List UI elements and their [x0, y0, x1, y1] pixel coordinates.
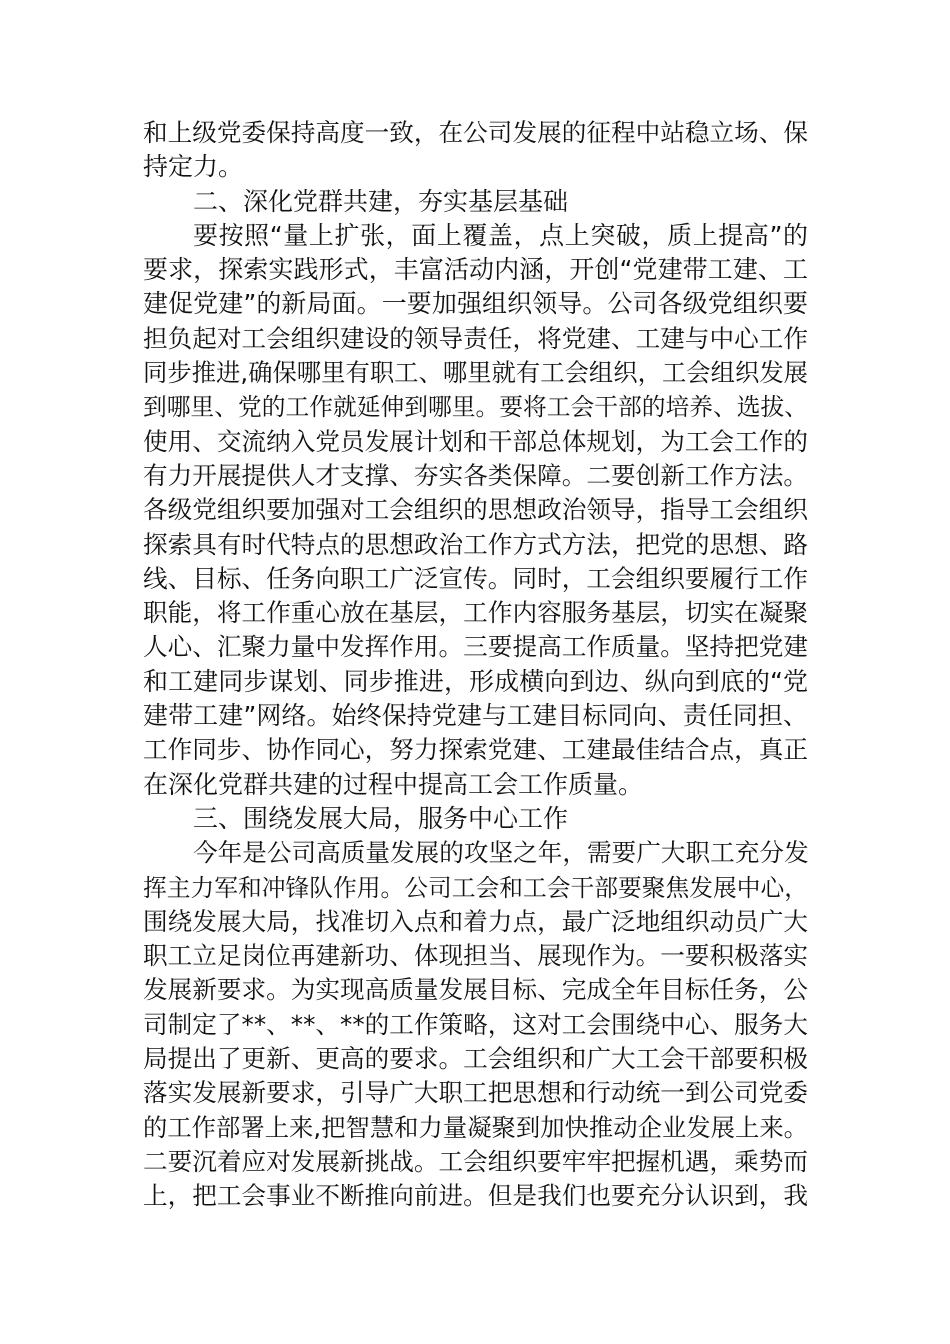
text-line: 到哪里、党的工作就延伸到哪里。要将工会干部的培养、选拔、	[143, 393, 809, 422]
text-line: 人心、汇聚力量中发挥作用。三要提高工作质量。坚持把党建	[143, 632, 808, 662]
text-line: 担负起对工会组织建设的领导责任，将党建、工建与中心工作	[143, 323, 808, 353]
text-line: 上，把工会事业不断推向前进。但是我们也要充分认识到，我	[143, 1181, 808, 1211]
text-line: 持定力。	[143, 152, 244, 182]
text-line: 今年是公司高质量发展的攻坚之年，需要广大职工充分发	[193, 838, 809, 868]
text-line: 使用、交流纳入党员发展计划和干部总体规划，为工会工作的	[143, 426, 808, 456]
text-line: 同步推进,确保哪里有职工、哪里就有工会组织，工会组织发展	[143, 358, 808, 388]
text-line: 建促党建”的新局面。一要加强组织领导。公司各级党组织要	[143, 289, 808, 319]
text-line: 落实发展新要求，引导广大职工把思想和行动统一到公司党委	[143, 1078, 808, 1108]
text-line: 建带工建”网络。始终保持党建与工建目标同向、责任同担、	[143, 701, 808, 731]
text-line: 在深化党群共建的过程中提高工会工作质量。	[143, 769, 644, 799]
document-body	[143, 116, 808, 1214]
text-line: 有力开展提供人才支撑、夯实各类保障。二要创新工作方法。	[143, 460, 808, 490]
text-line: 司制定了**、**、**的工作策略，这对工会围绕中心、服务大	[143, 1009, 808, 1039]
text-line: 和工建同步谋划、同步推进，形成横向到边、纵向到底的“党	[143, 666, 808, 696]
text-line: 职工立足岗位再建新功、体现担当、展现作为。一要积极落实	[143, 941, 808, 971]
text-line: 围绕发展大局，找准切入点和着力点，最广泛地组织动员广大	[143, 906, 808, 936]
text-line: 职能，将工作重心放在基层，工作内容服务基层，切实在凝聚	[143, 598, 808, 628]
section-heading: 二、深化党群共建，夯实基层基础	[193, 186, 569, 216]
text-line: 各级党组织要加强对工会组织的思想政治领导，指导工会组织	[143, 495, 808, 525]
text-line: 发展新要求。为实现高质量发展目标、完成全年目标任务，公	[143, 975, 808, 1005]
text-line: 线、目标、任务向职工广泛宣传。同时，工会组织要履行工作	[143, 563, 808, 593]
text-line: 挥主力军和冲锋队作用。公司工会和工会干部要聚焦发展中心，	[143, 873, 809, 902]
text-line: 局提出了更新、更高的要求。工会组织和广大工会干部要积极	[143, 1044, 808, 1074]
text-line: 要按照“量上扩张，面上覆盖，点上突破，质上提高”的	[193, 220, 808, 250]
text-line: 二要沉着应对发展新挑战。工会组织要牢牢把握机遇，乘势而	[143, 1146, 808, 1176]
section-heading: 三、围绕发展大局，服务中心工作	[193, 803, 569, 833]
text-line: 探索具有时代特点的思想政治工作方式方法，把党的思想、路	[143, 529, 808, 559]
text-line: 工作同步、协作同心，努力探索党建、工建最佳结合点，真正	[143, 735, 808, 765]
text-line: 和上级党委保持高度一致，在公司发展的征程中站稳立场、保	[143, 118, 808, 147]
text-line: 要求，探索实践形式，丰富活动内涵，开创“党建带工建、工	[143, 255, 808, 285]
text-line: 的工作部署上来,把智慧和力量凝聚到加快推动企业发展上来。	[143, 1112, 808, 1142]
